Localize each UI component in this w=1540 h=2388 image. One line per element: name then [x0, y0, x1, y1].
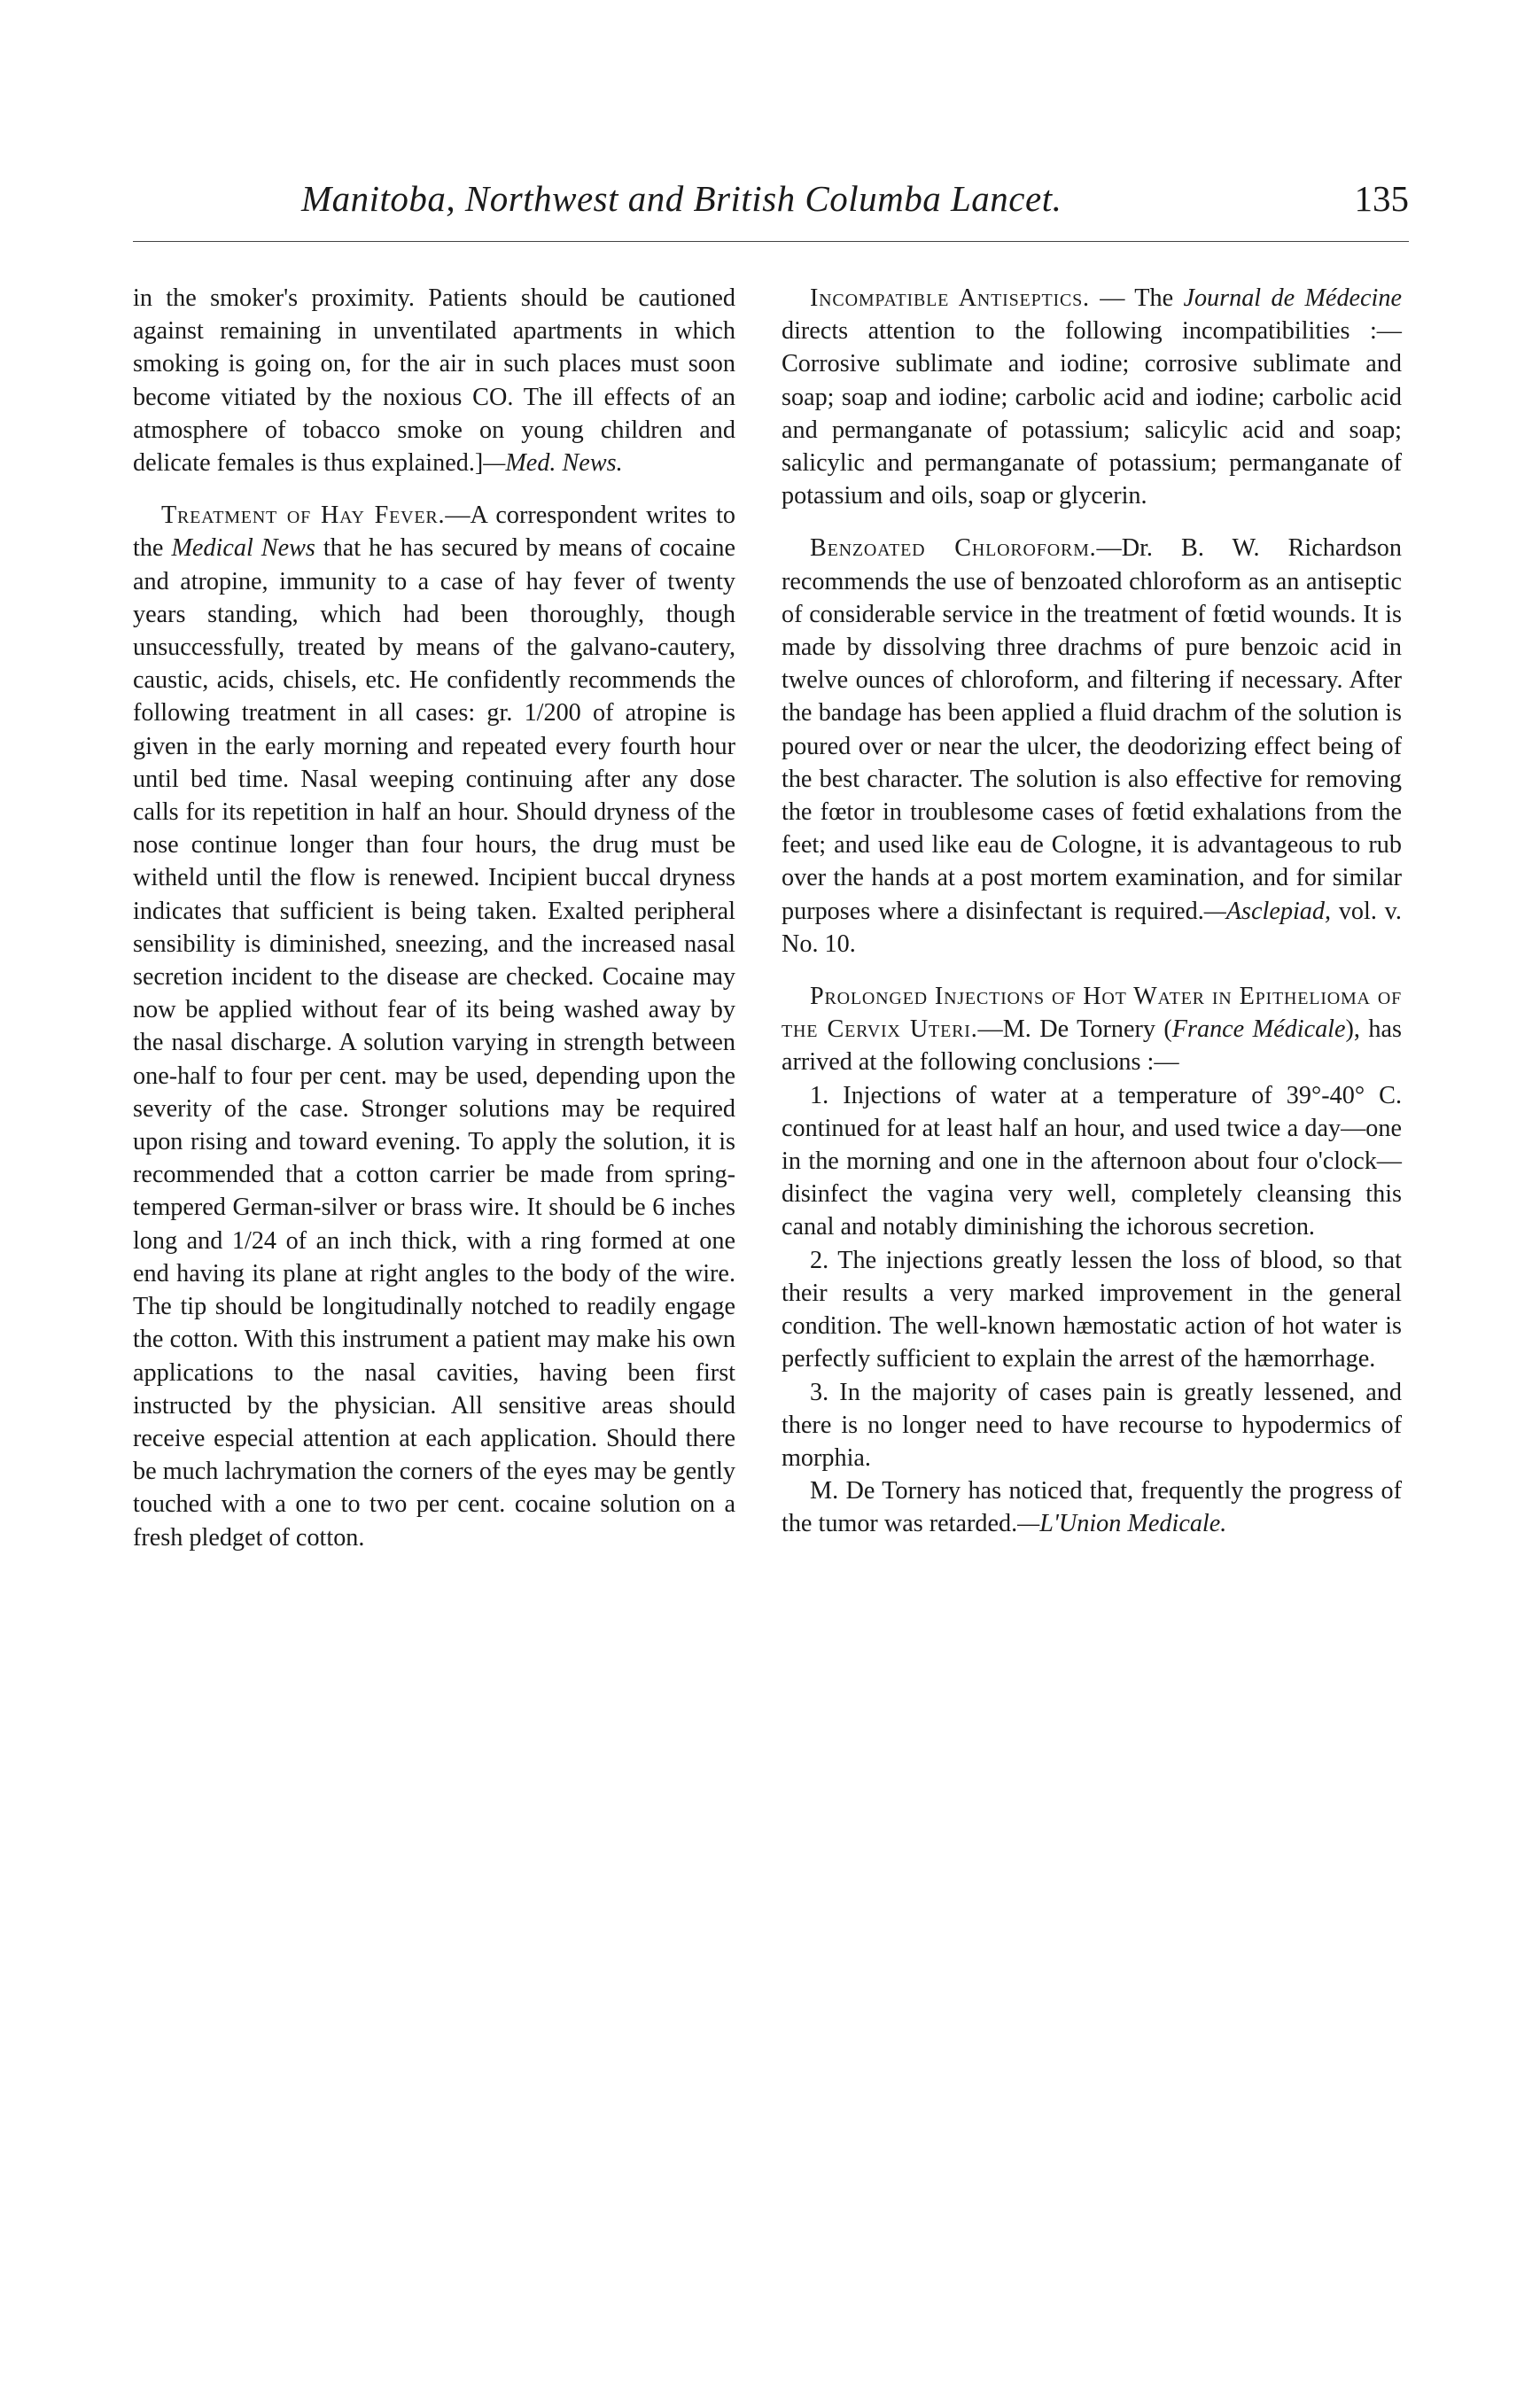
hot-water-injections-heading: Prolonged Injections of Hot Water in Epithelioma of the Cervix Uteri.	[782, 983, 1402, 1044]
left-column	[133, 282, 735, 1554]
conclusion-item-1: 1. Injections of water at a temperature of 39°-40° C. continued for at least half an hour, and used twice a day—one in the morning and one in the afternoon about four o'clock—disinfect the vagina very well, completely cleansing this canal and notably diminishing the ichorous secretion.	[782, 1081, 1402, 1241]
tobacco-smoke-paragraph	[133, 282, 735, 479]
incompatible-antiseptics-intro: — The	[1089, 284, 1184, 312]
tobacco-smoke-source: —Med. News.	[483, 449, 623, 478]
closing-text: M. De Tornery has noticed that, frequently the progress of the tumor was retarded.	[782, 1477, 1402, 1538]
header-rule	[133, 241, 1409, 242]
hot-water-injections-intro-tail: ), has arrived at the following conclusions :—	[782, 1015, 1403, 1077]
benzoated-chloroform-article	[782, 532, 1402, 961]
benzoated-chloroform-source-tail: vol. v. No. 10.	[782, 897, 1402, 958]
incompatible-antiseptics-journal: Journal de Médecine	[1183, 284, 1402, 312]
conclusion-item-3: 3. In the majority of cases pain is greatly lessened, and there is no longer need to have recourse to hypodermics of morphia.	[782, 1378, 1402, 1472]
hot-water-injections-journal: France Médicale	[1171, 1015, 1346, 1044]
hot-water-injections-intro: —M. De Tornery (	[977, 1015, 1172, 1044]
conclusion-item-2: 2. The injections greatly lessen the loss of blood, so that their results a very marked improvement in the general condition. The well-known hæmostatic action of hot water is perfectly sufficient to explain the arrest of the hæmorrhage.	[782, 1246, 1402, 1373]
benzoated-chloroform-source: —Asclepiad,	[1203, 897, 1332, 925]
right-column	[782, 282, 1402, 1541]
running-title: Manitoba, Northwest and British Columba Lancet.	[301, 178, 1062, 219]
benzoated-chloroform-body: —Dr. B. W. Richardson recommends the use of benzoated chloroform as an antiseptic of considerable service in the treatment of fœtid wounds. It is made by dissolving three drachms of pure benzoic acid in twelve ounces of chloroform, and filtering if necessary. After the bandage has been applied a fluid drachm of the solution is poured over or near the ulcer, the deodorizing effect being of the best character. The solution is also effective for removing the fœtor in troublesome cases of fœtid exhalations from the feet; and used like eau de Cologne, it is advantageous to rub over the hands at a post mortem examination, and for similar purposes where a disinfectant is required.	[782, 534, 1402, 925]
closing-source: —L'Union Medicale.	[1017, 1510, 1227, 1538]
page-header	[133, 177, 1409, 230]
closing-paragraph	[782, 1474, 1402, 1540]
hay-fever-article	[133, 499, 735, 1554]
hay-fever-intro: —A correspondent writes to the	[133, 502, 735, 563]
tobacco-smoke-text: in the smoker's proximity. Patients should be cautioned against remaining in unventilated apartments in which smoking is going on, for the air in such places must soon become vitiated by the noxious CO. The ill effects of an atmosphere of tobacco smoke on young children and delicate females is thus explained.]	[133, 284, 735, 478]
incompatible-antiseptics-heading: Incompatible Antiseptics.	[810, 284, 1090, 312]
page-number: 135	[1354, 178, 1409, 219]
hay-fever-heading: Treatment of Hay Fever.	[161, 502, 446, 530]
incompatible-antiseptics-body: directs attention to the following incompatibilities :—Corrosive sublimate and iodine; corrosive sublimate and soap; soap and iodine; carbolic acid and iodine; carbolic acid and permanganate of potassium; salicylic acid and soap; salicylic and permanganate of potassium; permanganate of potassium and oils, soap or glycerin.	[782, 317, 1402, 510]
hay-fever-body: that he has secured by means of cocaine and atropine, immunity to a case of hay fever of twenty years standing, which had been thoroughly, though unsuccessfully, treated by means of the galvano-cautery, caustic, acids, chisels, etc. He confidently recommends the following treatment in all cases: gr. 1/200 of atropine is given in the early morning and repeated every fourth hour until bed time. Nasal weeping continuing after any dose calls for its repetition in half an hour. Should dryness of the nose continue longer than four hours, the drug must be witheld until the flow is renewed. Incipient buccal dryness indicates that sufficient is being taken. Exalted peripheral sensibility is diminished, sneezing, and the increased nasal secretion incident to the disease are checked. Cocaine may now be applied without fear of its being washed away by the nasal discharge. A solution varying in strength between one-half to four per cent. may be used, depending upon the severity of the case. Stronger solutions may be required upon rising and toward evening. To apply the solution, it is recommended that a cotton carrier be made from spring-tempered German-silver or brass wire. It should be 6 inches long and 1/24 of an inch thick, with a ring formed at one end having its plane at right angles to the body of the wire. The tip should be longitudinally notched to readily engage the cotton. With this instrument a patient may make his own applications to the nasal cavities, having been first instructed by the physician. All sensitive areas should receive especial attention at each application. Should there be much lachrymation the corners of the eyes may be gently touched with a one to two per cent. cocaine solution on a fresh pledget of cotton.	[133, 534, 736, 1552]
hay-fever-journal: Medical News	[171, 534, 315, 563]
incompatible-antiseptics-article	[782, 282, 1402, 512]
benzoated-chloroform-heading: Benzoated Chloroform.	[810, 534, 1097, 563]
hot-water-injections-article	[782, 980, 1402, 1079]
